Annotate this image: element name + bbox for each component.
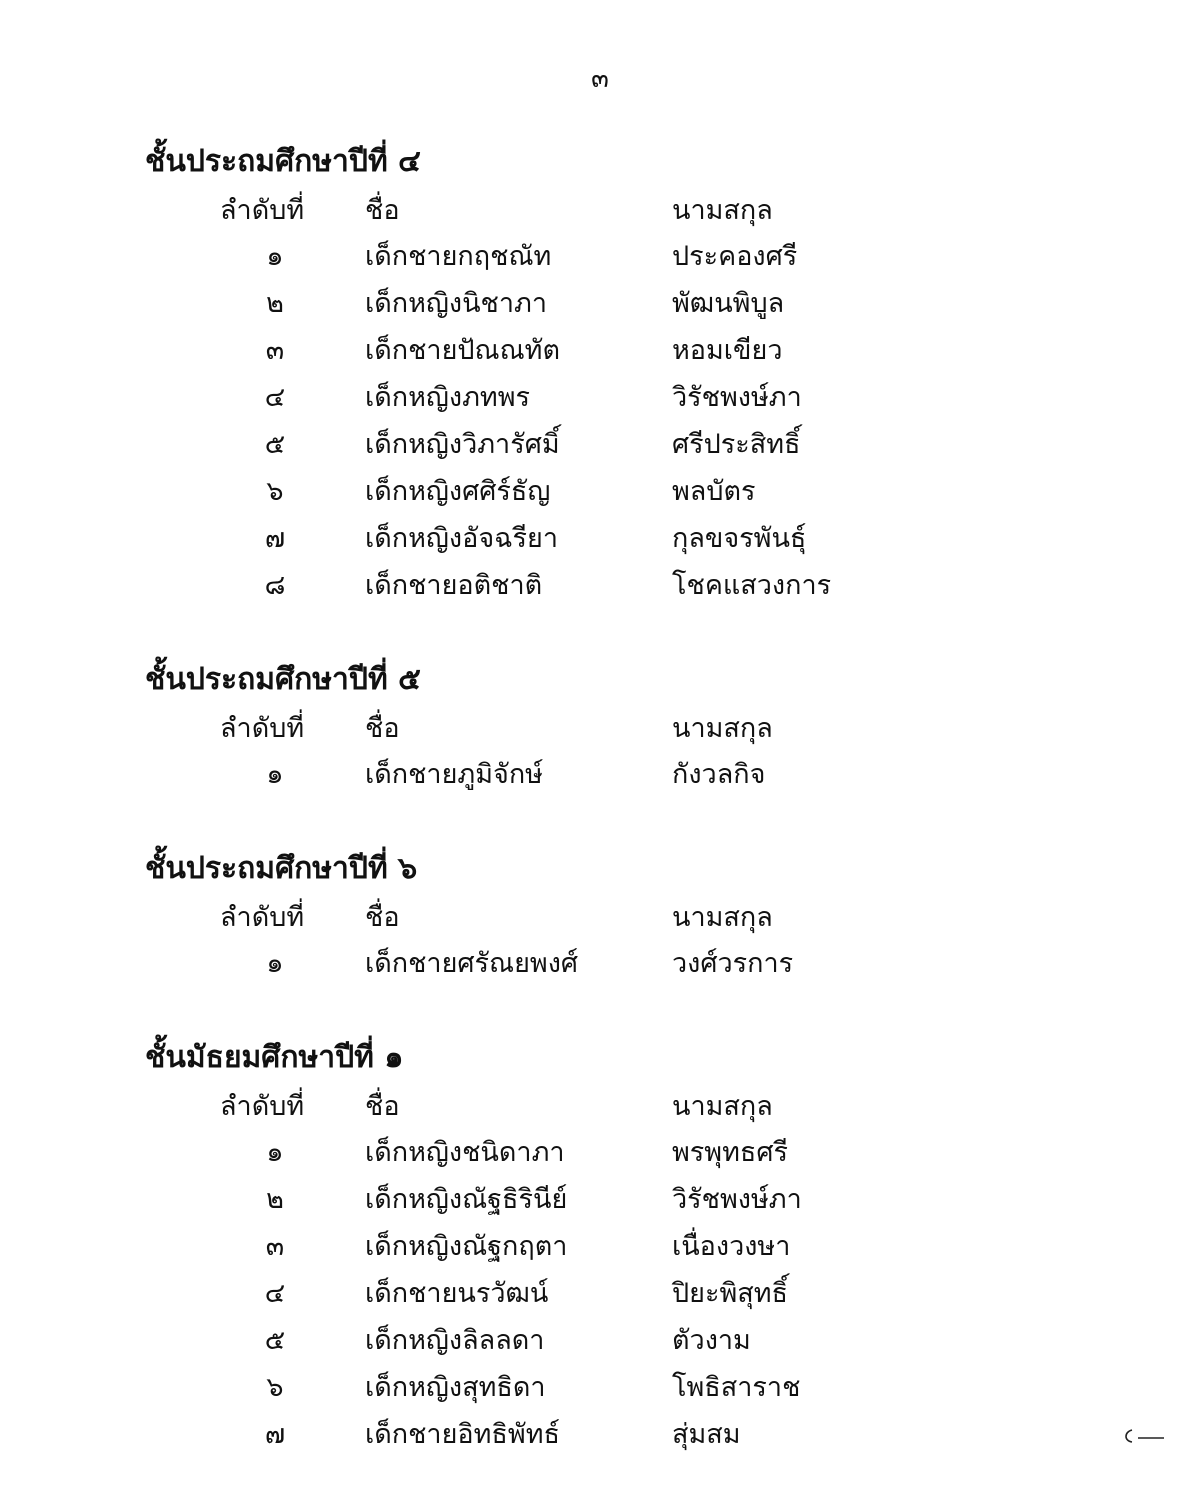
table-row (0, 234, 1200, 274)
row-no: ๘ (264, 570, 286, 601)
row-surname: หอมเขียว (672, 335, 783, 366)
column-header-no: ลำดับที่ (220, 713, 305, 744)
row-no: ๗ (264, 523, 286, 554)
row-no: ๖ (266, 1372, 284, 1403)
table-row (0, 1224, 1200, 1264)
table-row (0, 469, 1200, 509)
page-number: ๓ (591, 64, 609, 94)
row-name: เด็กหญิงณัฐธิรินีย์ (365, 1184, 568, 1215)
row-surname: ตัวงาม (672, 1325, 751, 1356)
row-surname: วงศ์วรการ (672, 948, 794, 979)
row-surname: ศรีประสิทธิ์ (672, 429, 801, 460)
row-name: เด็กหญิงสุทธิดา (365, 1372, 546, 1403)
row-no: ๔ (264, 382, 286, 413)
column-header-surname: นามสกุล (672, 902, 773, 933)
section-heading: ชั้นประถมศึกษาปีที่ ๖ (145, 851, 418, 886)
row-name: เด็กชายกฤชณัท (365, 241, 552, 272)
column-header-name: ชื่อ (365, 1091, 400, 1122)
column-header-row (0, 1084, 1200, 1124)
row-no: ๒ (266, 1184, 284, 1215)
column-header-name: ชื่อ (365, 713, 400, 744)
row-surname: โพธิสาราช (672, 1372, 801, 1403)
table-row (0, 375, 1200, 415)
row-name: เด็กหญิงชนิดาภา (365, 1137, 565, 1168)
row-surname: โชคแสวงการ (672, 570, 832, 601)
row-no: ๑ (266, 1137, 284, 1168)
row-name: เด็กชายปัณณทัต (365, 335, 560, 366)
row-no: ๕ (264, 1325, 286, 1356)
row-no: ๑ (266, 948, 284, 979)
column-header-surname: นามสกุล (672, 713, 773, 744)
row-no: ๒ (266, 288, 284, 319)
table-row (0, 422, 1200, 462)
row-name: เด็กหญิงลิลลดา (365, 1325, 545, 1356)
row-surname: ปิยะพิสุทธิ์ (672, 1278, 789, 1309)
column-header-row (0, 706, 1200, 746)
row-surname: ประคองศรี (672, 241, 798, 272)
row-no: ๑ (266, 759, 284, 790)
row-surname: พรพุทธศรี (672, 1137, 789, 1168)
row-surname: พัฒนพิบูล (672, 288, 785, 319)
column-header-row (0, 188, 1200, 228)
column-header-surname: นามสกุล (672, 1091, 773, 1122)
table-row (0, 516, 1200, 556)
section-heading: ชั้นประถมศึกษาปีที่ ๕ (145, 662, 421, 697)
table-row (0, 328, 1200, 368)
row-no: ๗ (264, 1419, 286, 1450)
row-name: เด็กชายนรวัฒน์ (365, 1278, 549, 1309)
table-row (0, 1271, 1200, 1311)
row-name: เด็กชายศรัณยพงศ์ (365, 948, 579, 979)
row-name: เด็กหญิงอัจฉรียา (365, 523, 559, 554)
row-name: เด็กหญิงนิชาภา (365, 288, 547, 319)
section-heading: ชั้นมัธยมศึกษาปีที่ ๑ (145, 1040, 404, 1075)
column-header-surname: นามสกุล (672, 195, 773, 226)
row-no: ๑ (266, 241, 284, 272)
row-no: ๕ (264, 429, 286, 460)
row-name: เด็กชายภูมิจักษ์ (365, 759, 543, 790)
row-name: เด็กหญิงศศิร์ธัญ (365, 476, 551, 507)
row-no: ๖ (266, 476, 284, 507)
column-header-name: ชื่อ (365, 195, 400, 226)
row-surname: สุ่มสม (672, 1419, 741, 1450)
row-name: เด็กหญิงวิภารัศมิ์ (365, 429, 560, 460)
column-header-name: ชื่อ (365, 902, 400, 933)
table-row (0, 1177, 1200, 1217)
row-name: เด็กหญิงณัฐกฤตา (365, 1231, 568, 1262)
column-header-no: ลำดับที่ (220, 902, 305, 933)
row-no: ๓ (265, 335, 285, 366)
column-header-no: ลำดับที่ (220, 195, 305, 226)
row-name: เด็กชายอิทธิพัทธ์ (365, 1419, 560, 1450)
row-surname: เนื่องวงษา (672, 1231, 791, 1262)
table-row (0, 1365, 1200, 1405)
table-row (0, 563, 1200, 603)
row-name: เด็กหญิงภทพร (365, 382, 530, 413)
column-header-no: ลำดับที่ (220, 1091, 305, 1122)
row-surname: วิรัชพงษ์ภา (672, 382, 802, 413)
row-surname: พลบัตร (672, 476, 756, 507)
row-surname: วิรัชพงษ์ภา (672, 1184, 802, 1215)
row-no: ๔ (264, 1278, 286, 1309)
table-row (0, 752, 1200, 792)
initials-mark (1122, 1426, 1166, 1446)
table-row (0, 1318, 1200, 1358)
table-row (0, 1130, 1200, 1170)
row-surname: กุลขจรพันธุ์ (672, 523, 807, 554)
row-no: ๓ (265, 1231, 285, 1262)
table-row (0, 941, 1200, 981)
section-heading: ชั้นประถมศึกษาปีที่ ๔ (145, 144, 421, 179)
table-row (0, 1412, 1200, 1452)
table-row (0, 281, 1200, 321)
column-header-row (0, 895, 1200, 935)
row-name: เด็กชายอติชาติ (365, 570, 543, 601)
row-surname: กังวลกิจ (672, 759, 766, 790)
